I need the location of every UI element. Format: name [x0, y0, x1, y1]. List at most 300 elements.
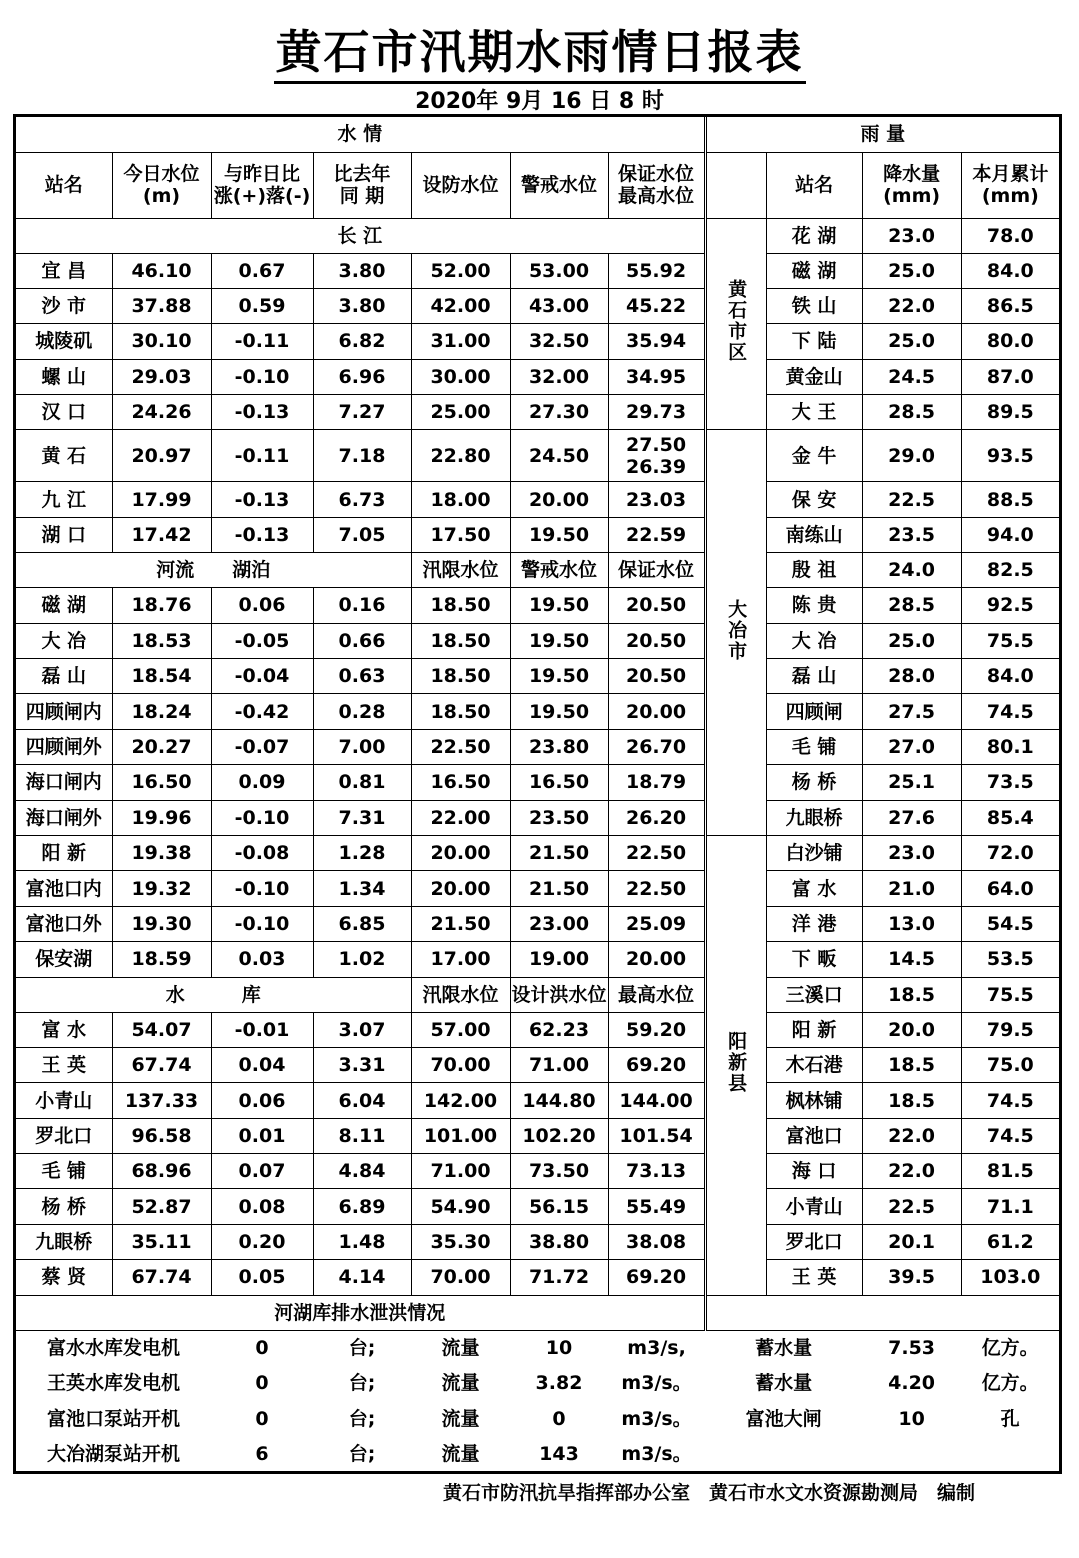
water-station: 富池口外 — [16, 906, 112, 941]
water-value: 38.80 — [510, 1224, 608, 1259]
water-station: 大 冶 — [16, 623, 112, 658]
water-value: 18.24 — [112, 694, 211, 729]
rain-station: 殷 祖 — [766, 553, 862, 588]
water-value: 137.33 — [112, 1083, 211, 1118]
water-value: 22.50 — [608, 835, 705, 870]
water-value: 73.13 — [608, 1154, 705, 1189]
water-col-header: 站名 — [16, 152, 112, 218]
water-value: 0.20 — [211, 1224, 313, 1259]
water-value: -0.10 — [211, 906, 313, 941]
water-value: 71.00 — [510, 1047, 608, 1082]
water-value: 7.18 — [313, 430, 411, 482]
water-value: 19.00 — [510, 942, 608, 977]
water-value: 37.88 — [112, 288, 211, 323]
water-data-row — [16, 588, 1059, 623]
rain-value: 25.0 — [862, 623, 961, 658]
water-value: 6.04 — [313, 1083, 411, 1118]
water-value: 18.79 — [608, 765, 705, 800]
rain-value: 23.0 — [862, 835, 961, 870]
water-value: 96.58 — [112, 1118, 211, 1153]
water-value: 1.28 — [313, 835, 411, 870]
water-value: 22.80 — [411, 430, 510, 482]
water-value: 73.50 — [510, 1154, 608, 1189]
water-value: 0.05 — [211, 1260, 313, 1295]
water-value: 30.00 — [411, 359, 510, 394]
rain-value: 80.0 — [961, 324, 1059, 359]
rain-value: 94.0 — [961, 517, 1059, 552]
water-value: 16.50 — [510, 765, 608, 800]
rain-value: 22.0 — [862, 1154, 961, 1189]
water-value: 20.00 — [608, 694, 705, 729]
water-value: 18.50 — [411, 623, 510, 658]
water-value: 0.03 — [211, 942, 313, 977]
water-station: 四顾闸外 — [16, 729, 112, 764]
rain-value: 23.5 — [862, 517, 961, 552]
report-table — [16, 117, 1059, 1472]
flood-row — [16, 1366, 1059, 1402]
water-value: 0.63 — [313, 659, 411, 694]
water-data-row — [16, 871, 1059, 906]
water-data-row — [16, 482, 1059, 517]
water-station: 小青山 — [16, 1083, 112, 1118]
water-station: 四顾闸内 — [16, 694, 112, 729]
water-station: 富 水 — [16, 1012, 112, 1047]
rain-value: 54.5 — [961, 906, 1059, 941]
flood-flow-value: 0 — [552, 1407, 566, 1430]
rain-value: 25.0 — [862, 253, 961, 288]
water-value: 19.32 — [112, 871, 211, 906]
water-value: -0.04 — [211, 659, 313, 694]
rain-station: 金 牛 — [766, 430, 862, 482]
rain-value: 92.5 — [961, 588, 1059, 623]
flood-flow-value: 3.82 — [535, 1372, 583, 1395]
water-data-row — [16, 729, 1059, 764]
rain-station: 下 畈 — [766, 942, 862, 977]
water-value: 101.54 — [608, 1118, 705, 1153]
rain-station: 铁 山 — [766, 288, 862, 323]
rain-value: 79.5 — [961, 1012, 1059, 1047]
water-value: 19.50 — [510, 517, 608, 552]
water-value: 0.81 — [313, 765, 411, 800]
flood-storage-unit: 亿方。 — [981, 1372, 1039, 1395]
rain-station: 毛 铺 — [766, 729, 862, 764]
water-group-row — [16, 218, 1059, 253]
rain-value: 71.1 — [961, 1189, 1059, 1224]
rain-station: 洋 港 — [766, 906, 862, 941]
rain-value: 75.0 — [961, 1047, 1059, 1082]
rain-station: 枫林铺 — [766, 1083, 862, 1118]
water-value: 19.50 — [510, 623, 608, 658]
flood-flow-unit: m3/s。 — [621, 1443, 692, 1466]
water-value: 7.27 — [313, 395, 411, 430]
water-station: 黄 石 — [16, 430, 112, 482]
flood-facility: 大冶湖泵站开机 — [46, 1443, 180, 1466]
rain-value: 73.5 — [961, 765, 1059, 800]
rain-value: 87.0 — [961, 359, 1059, 394]
rain-value: 14.5 — [862, 942, 961, 977]
rain-region-name: 黄石市区 — [725, 279, 748, 364]
rain-station: 富 水 — [766, 871, 862, 906]
water-value: 0.08 — [211, 1189, 313, 1224]
rain-value: 24.5 — [862, 359, 961, 394]
flood-flow-label: 流量 — [441, 1443, 480, 1466]
water-value: 7.31 — [313, 800, 411, 835]
water-station: 阳 新 — [16, 835, 112, 870]
water-station: 海口闸内 — [16, 765, 112, 800]
water-value: 29.03 — [112, 359, 211, 394]
water-value: 23.80 — [510, 729, 608, 764]
flood-storage-label — [705, 1437, 862, 1473]
water-value: 1.02 — [313, 942, 411, 977]
flood-storage-label: 蓄水量 — [755, 1372, 813, 1395]
water-value: 21.50 — [411, 906, 510, 941]
water-station: 海口闸外 — [16, 800, 112, 835]
flood-facility: 富池口泵站开机 — [46, 1407, 180, 1430]
water-value: 18.50 — [411, 588, 510, 623]
water-col-header: 设防水位 — [411, 152, 510, 218]
flood-title-row — [16, 1295, 1059, 1330]
water-value: 35.94 — [608, 324, 705, 359]
water-value: 6.73 — [313, 482, 411, 517]
rain-region-label — [705, 430, 766, 836]
water-value: -0.13 — [211, 517, 313, 552]
rain-value: 53.5 — [961, 942, 1059, 977]
rain-col-header: 本月累计 (mm) — [961, 152, 1059, 218]
flood-unit-label: 台; — [348, 1443, 376, 1466]
rain-station: 海 口 — [766, 1154, 862, 1189]
rain-value: 28.0 — [862, 659, 961, 694]
water-col-header: 警戒水位 — [510, 152, 608, 218]
flood-storage-label: 富池大闸 — [745, 1407, 822, 1430]
rain-value: 27.0 — [862, 729, 961, 764]
flood-title: 河湖库排水泄洪情况 — [16, 1295, 705, 1330]
water-value: 24.26 — [112, 395, 211, 430]
water-value: 18.76 — [112, 588, 211, 623]
water-value: 102.20 — [510, 1118, 608, 1153]
water-value: 18.59 — [112, 942, 211, 977]
rain-value: 21.0 — [862, 871, 961, 906]
water-value: 6.89 — [313, 1189, 411, 1224]
water-data-row — [16, 1118, 1059, 1153]
water-station: 城陵矶 — [16, 324, 112, 359]
water-value: 6.85 — [313, 906, 411, 941]
rain-value: 28.5 — [862, 588, 961, 623]
water-value: -0.10 — [211, 800, 313, 835]
water-value: 0.28 — [313, 694, 411, 729]
water-group-col-header: 设计洪水位 — [510, 977, 608, 1012]
rain-station: 大 冶 — [766, 623, 862, 658]
water-station: 湖 口 — [16, 517, 112, 552]
rain-section-header: 雨 量 — [705, 117, 1059, 152]
rain-station: 四顾闸 — [766, 694, 862, 729]
rain-station: 阳 新 — [766, 1012, 862, 1047]
water-value: 17.99 — [112, 482, 211, 517]
water-value: 4.84 — [313, 1154, 411, 1189]
rain-value: 22.5 — [862, 482, 961, 517]
rain-value: 27.5 — [862, 694, 961, 729]
water-station: 磁 湖 — [16, 588, 112, 623]
water-data-row — [16, 942, 1059, 977]
flood-storage-value: 7.53 — [888, 1337, 936, 1360]
water-value: 18.00 — [411, 482, 510, 517]
water-data-row — [16, 1012, 1059, 1047]
water-value: 23.03 — [608, 482, 705, 517]
water-value: 43.00 — [510, 288, 608, 323]
water-data-row — [16, 1189, 1059, 1224]
rain-col-header: 降水量 (mm) — [862, 152, 961, 218]
flood-storage-unit — [961, 1437, 1059, 1473]
water-group-col-header: 汛限水位 — [411, 553, 510, 588]
water-value: 0.07 — [211, 1154, 313, 1189]
rain-value: 78.0 — [961, 218, 1059, 253]
water-section-header: 水 情 — [16, 117, 705, 152]
water-data-row — [16, 1224, 1059, 1259]
water-value: 26.70 — [608, 729, 705, 764]
water-station: 沙 市 — [16, 288, 112, 323]
water-value: 7.00 — [313, 729, 411, 764]
flood-flow-unit: m3/s。 — [621, 1407, 692, 1430]
water-station: 九 江 — [16, 482, 112, 517]
water-data-row — [16, 765, 1059, 800]
water-value: 16.50 — [411, 765, 510, 800]
flood-row — [16, 1437, 1059, 1473]
water-value: -0.13 — [211, 482, 313, 517]
water-value: 68.96 — [112, 1154, 211, 1189]
water-value: 32.50 — [510, 324, 608, 359]
water-value: -0.08 — [211, 835, 313, 870]
water-value: 23.50 — [510, 800, 608, 835]
water-value: 20.00 — [411, 871, 510, 906]
rain-value: 74.5 — [961, 694, 1059, 729]
water-value: 38.08 — [608, 1224, 705, 1259]
water-value: 20.97 — [112, 430, 211, 482]
rain-value: 29.0 — [862, 430, 961, 482]
water-value: 57.00 — [411, 1012, 510, 1047]
water-value: 18.50 — [411, 694, 510, 729]
water-col-header: 保证水位 最高水位 — [608, 152, 705, 218]
report-table-frame — [13, 114, 1062, 1474]
rain-col-header: 站名 — [766, 152, 862, 218]
water-data-row — [16, 517, 1059, 552]
rain-value: 28.5 — [862, 395, 961, 430]
water-value: 20.50 — [608, 659, 705, 694]
water-station: 杨 桥 — [16, 1189, 112, 1224]
water-value: 0.67 — [211, 253, 313, 288]
flood-unit-label: 台; — [348, 1372, 376, 1395]
rain-value: 81.5 — [961, 1154, 1059, 1189]
flood-flow-unit: m3/s, — [627, 1337, 686, 1360]
water-value: 19.38 — [112, 835, 211, 870]
water-data-row — [16, 623, 1059, 658]
rain-station: 大 王 — [766, 395, 862, 430]
rain-station: 下 陆 — [766, 324, 862, 359]
water-value: 17.42 — [112, 517, 211, 552]
water-value: 16.50 — [112, 765, 211, 800]
water-value: -0.10 — [211, 359, 313, 394]
flood-units: 6 — [255, 1443, 269, 1466]
rain-value: 84.0 — [961, 253, 1059, 288]
water-value: 17.50 — [411, 517, 510, 552]
water-value: 24.50 — [510, 430, 608, 482]
water-station: 富池口内 — [16, 871, 112, 906]
water-data-row — [16, 430, 1059, 482]
flood-row — [16, 1401, 1059, 1437]
water-value: 0.16 — [313, 588, 411, 623]
flood-flow-label: 流量 — [441, 1407, 480, 1430]
rain-value: 75.5 — [961, 623, 1059, 658]
column-header-row — [16, 152, 1059, 218]
flood-storage-label: 蓄水量 — [755, 1337, 813, 1360]
water-value: 21.50 — [510, 835, 608, 870]
water-value: 8.11 — [313, 1118, 411, 1153]
water-value: 42.00 — [411, 288, 510, 323]
rain-value: 18.5 — [862, 1083, 961, 1118]
water-station: 毛 铺 — [16, 1154, 112, 1189]
water-value: 45.22 — [608, 288, 705, 323]
water-value: -0.11 — [211, 324, 313, 359]
water-value: 46.10 — [112, 253, 211, 288]
water-value: -0.07 — [211, 729, 313, 764]
flood-storage-value: 10 — [898, 1407, 925, 1430]
water-data-row — [16, 694, 1059, 729]
water-value: 20.00 — [411, 835, 510, 870]
rain-value: 25.0 — [862, 324, 961, 359]
water-data-row — [16, 906, 1059, 941]
water-group-name: 长 江 — [16, 218, 705, 253]
water-value: 70.00 — [411, 1260, 510, 1295]
rain-value: 82.5 — [961, 553, 1059, 588]
rain-station: 保 安 — [766, 482, 862, 517]
water-value: 32.00 — [510, 359, 608, 394]
water-value: 62.23 — [510, 1012, 608, 1047]
water-value: 56.15 — [510, 1189, 608, 1224]
flood-flow-label: 流量 — [441, 1337, 480, 1360]
water-station: 王 英 — [16, 1047, 112, 1082]
water-value: 52.00 — [411, 253, 510, 288]
flood-units: 0 — [255, 1372, 269, 1395]
rain-region-name: 大冶市 — [725, 598, 748, 662]
water-value: 69.20 — [608, 1260, 705, 1295]
rain-value: 85.4 — [961, 800, 1059, 835]
rain-value: 93.5 — [961, 430, 1059, 482]
flood-storage-unit: 亿方。 — [981, 1337, 1039, 1360]
rain-station: 南练山 — [766, 517, 862, 552]
flood-flow-value: 10 — [545, 1337, 573, 1360]
report-date: 2020年 9月 16 日 8 时 — [415, 89, 664, 114]
rain-station: 小青山 — [766, 1189, 862, 1224]
water-value: 22.50 — [411, 729, 510, 764]
rain-value: 64.0 — [961, 871, 1059, 906]
water-value: 25.00 — [411, 395, 510, 430]
rain-value: 20.1 — [862, 1224, 961, 1259]
water-data-row — [16, 800, 1059, 835]
water-station: 蔡 贤 — [16, 1260, 112, 1295]
water-value: 144.80 — [510, 1083, 608, 1118]
water-col-header: 今日水位 (m) — [112, 152, 211, 218]
rain-station: 花 湖 — [766, 218, 862, 253]
water-value: 22.50 — [608, 871, 705, 906]
water-value: -0.01 — [211, 1012, 313, 1047]
rain-region-label — [705, 218, 766, 430]
water-value: 0.01 — [211, 1118, 313, 1153]
rain-value: 13.0 — [862, 906, 961, 941]
water-value: 27.50 26.39 — [608, 430, 705, 482]
rain-value: 86.5 — [961, 288, 1059, 323]
water-col-header: 比去年 同 期 — [313, 152, 411, 218]
water-value: 7.05 — [313, 517, 411, 552]
rain-station: 富池口 — [766, 1118, 862, 1153]
water-value: 144.00 — [608, 1083, 705, 1118]
rain-value: 24.0 — [862, 553, 961, 588]
rain-value: 25.1 — [862, 765, 961, 800]
water-value: 67.74 — [112, 1260, 211, 1295]
water-value: -0.42 — [211, 694, 313, 729]
report-footer: 黄石市防汛抗旱指挥部办公室 黄石市水文水资源勘测局 编制 — [442, 1482, 975, 1504]
water-value: -0.11 — [211, 430, 313, 482]
flood-flow-unit: m3/s。 — [621, 1372, 692, 1395]
water-value: 20.00 — [510, 482, 608, 517]
flood-units: 0 — [255, 1337, 269, 1360]
rain-value: 80.1 — [961, 729, 1059, 764]
water-value: 6.82 — [313, 324, 411, 359]
rain-region-header-blank — [705, 152, 766, 218]
rain-value: 89.5 — [961, 395, 1059, 430]
rain-value: 74.5 — [961, 1118, 1059, 1153]
water-value: 70.00 — [411, 1047, 510, 1082]
flood-units: 0 — [255, 1407, 269, 1430]
water-value: 23.00 — [510, 906, 608, 941]
water-value: 71.72 — [510, 1260, 608, 1295]
water-data-row — [16, 1154, 1059, 1189]
rain-station: 三溪口 — [766, 977, 862, 1012]
water-value: 0.59 — [211, 288, 313, 323]
water-value: 18.54 — [112, 659, 211, 694]
water-value: 54.90 — [411, 1189, 510, 1224]
water-value: 19.96 — [112, 800, 211, 835]
water-station: 保安湖 — [16, 942, 112, 977]
rain-value: 75.5 — [961, 977, 1059, 1012]
rain-station: 九眼桥 — [766, 800, 862, 835]
water-station: 九眼桥 — [16, 1224, 112, 1259]
rain-station: 黄金山 — [766, 359, 862, 394]
rain-value: 18.5 — [862, 977, 961, 1012]
rain-value: 22.5 — [862, 1189, 961, 1224]
water-value: 20.50 — [608, 623, 705, 658]
rain-value: 39.5 — [862, 1260, 961, 1295]
water-data-row — [16, 288, 1059, 323]
water-data-row — [16, 835, 1059, 870]
water-value: 25.09 — [608, 906, 705, 941]
water-value: 6.96 — [313, 359, 411, 394]
water-data-row — [16, 1260, 1059, 1295]
rain-station: 磁 湖 — [766, 253, 862, 288]
water-group-row — [16, 977, 1059, 1012]
water-value: 0.09 — [211, 765, 313, 800]
water-value: 18.53 — [112, 623, 211, 658]
water-value: 31.00 — [411, 324, 510, 359]
rain-value: 103.0 — [961, 1260, 1059, 1295]
water-value: 0.06 — [211, 588, 313, 623]
water-value: 0.04 — [211, 1047, 313, 1082]
rain-station: 杨 桥 — [766, 765, 862, 800]
water-station: 宜 昌 — [16, 253, 112, 288]
water-station: 罗北口 — [16, 1118, 112, 1153]
water-group-row — [16, 553, 1059, 588]
rain-region-label — [705, 835, 766, 1295]
flood-facility: 富水水库发电机 — [46, 1337, 180, 1360]
rain-station: 王 英 — [766, 1260, 862, 1295]
water-value: 0.06 — [211, 1083, 313, 1118]
